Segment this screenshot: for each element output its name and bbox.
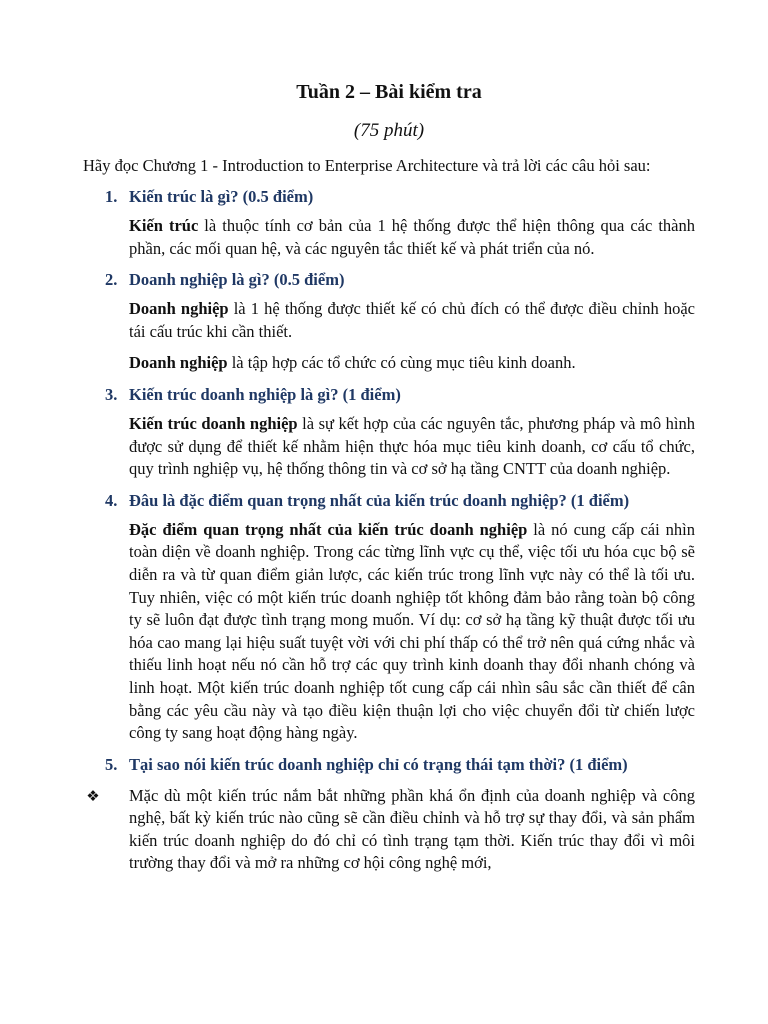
page-subtitle: (75 phút) (353, 120, 425, 141)
answer-text: là 1 hệ thống được thiết kế có chủ đích có thể được điều chỉnh hoặc tái cấu trúc khi cần thiết. (129, 299, 695, 341)
answer-paragraph (83, 519, 695, 745)
question-number: 2. (105, 270, 118, 290)
question-item (83, 383, 695, 481)
question-number: 3. (105, 384, 118, 404)
question-heading (83, 383, 695, 406)
question-item (83, 268, 695, 375)
bullet-text: Mặc dù một kiến trúc nắm bắt những phần khá ổn định của doanh nghiệp và công nghệ, bất kỳ kiến trúc nào cũng sẽ cần điều chỉnh và hỗ trợ sự thay đổi, và sản phẩm kiến trúc doanh nghiệp do đó chỉ có tình trạng tạm thời. Kiến trúc thay đổi vì môi trường thay đổi và mở ra những cơ hội công nghệ mới, (129, 785, 695, 873)
answer-text: là nó cung cấp cái nhìn toàn diện về doanh nghiệp. Trong các từng lĩnh vực cụ thể, việc tối ưu hóa cục bộ sẽ diễn ra và từ quan điểm giản lược, các kiến trúc trong lĩnh vực này có thể là tối ưu. Tuy nhiên, việc có một kiến trúc doanh nghiệp tốt không đảm bảo rằng toàn bộ công ty sẽ luôn đạt được tình trạng mong muốn. Ví dụ: cơ sở hạ tầng kỹ thuật được tối ưu hóa cao mang lại hiệu suất tuyệt vời với chi phí thấp có thể trở nên quá cứng nhắc và thiếu linh hoạt nếu nó cần hỗ trợ các quy trình kinh doanh thay đổi nhanh chóng và linh hoạt. Một kiến trúc doanh nghiệp tốt cung cấp cái nhìn sâu sắc cần thiết để cân bằng các yêu cầu này và tạo điều kiện thuận lợi cho việc chuyển đổi từ chiến lược công ty sang hoạt động hàng ngày. (129, 519, 695, 743)
question-heading-text: Kiến trúc doanh nghiệp là gì? (1 điểm) (129, 384, 401, 404)
answer-term: Doanh nghiệp (129, 353, 228, 373)
answer-paragraph (83, 352, 695, 375)
diamond-bullet-icon: ❖ (86, 786, 100, 805)
answer-term: Đặc điểm quan trọng nhất của kiến trúc doanh nghiệp (129, 519, 528, 539)
question-heading (83, 489, 695, 512)
question-heading (83, 753, 695, 776)
answer-term: Doanh nghiệp (129, 299, 229, 319)
page-title: Tuần 2 – Bài kiểm tra (296, 81, 482, 103)
answer-paragraph (83, 215, 695, 260)
question-heading-text: Doanh nghiệp là gì? (0.5 điểm) (129, 270, 345, 290)
question-list (83, 185, 695, 875)
answer-text: là thuộc tính cơ bản của 1 hệ thống được thể hiện thông qua các thành phần, các mối quan hệ, và các nguyên tắc thiết kế và phát triển của nó. (129, 216, 695, 258)
answer-term: Kiến trúc (129, 216, 199, 235)
question-heading (83, 268, 695, 291)
bullet-paragraph (83, 785, 695, 875)
question-item (83, 753, 695, 875)
question-heading-text: Đâu là đặc điểm quan trọng nhất của kiến trúc doanh nghiệp? (1 điểm) (129, 490, 630, 510)
answer-text: là tập hợp các tổ chức có cùng mục tiêu kinh doanh. (227, 353, 576, 373)
answer-paragraph (83, 413, 695, 481)
answer-term: Kiến trúc doanh nghiệp (129, 413, 298, 433)
question-number: 4. (105, 490, 118, 510)
question-number: 1. (105, 187, 118, 206)
answer-text: là sự kết hợp của các nguyên tắc, phương pháp và mô hình được sử dụng để thiết kế nhằm hiện thực hóa mục tiêu kinh doanh, cơ cấu tổ chức, quy trình nghiệp vụ, hệ thống thông tin và cơ sở hạ tầng CNTT của doanh nghiệp. (129, 413, 695, 479)
question-heading-text: Tại sao nói kiến trúc doanh nghiệp chỉ có trạng thái tạm thời? (1 điểm) (129, 754, 628, 774)
question-item (83, 185, 695, 260)
question-item (83, 489, 695, 745)
document-page (83, 78, 695, 875)
question-number: 5. (105, 754, 118, 774)
question-heading (83, 185, 695, 208)
answer-paragraph (83, 298, 695, 343)
question-heading-text: Kiến trúc là gì? (0.5 điểm) (129, 187, 314, 206)
intro-paragraph: Hãy đọc Chương 1 - Introduction to Enterprise Architecture và trả lời các câu hỏi sau: (83, 156, 651, 175)
